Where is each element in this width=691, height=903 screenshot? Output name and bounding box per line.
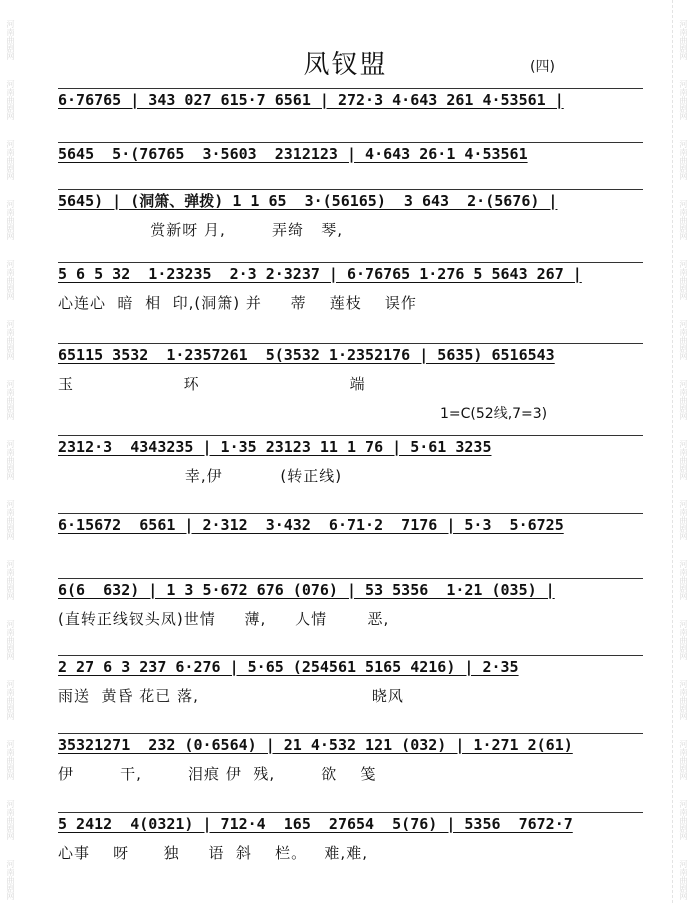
watermark-text: 河南曲剧网 [679,560,688,600]
watermark-text: 河南曲剧网 [679,260,688,300]
notation-line: 6(6 632) | 1 3 5·672 676 (076) | 53 5356 1·21 (035) | [58,578,643,601]
watermark-text: 河南曲剧网 [679,440,688,480]
notation-line: 2 27 6 3 237 6·276 | 5·65 (254561 5165 4216) | 2·35 [58,655,643,678]
part-number: (四) [530,59,555,75]
watermark-text: 河南曲剧网 [6,20,15,60]
notation-line: 2312·3 4343235 | 1·35 23123 11 1 76 | 5·61 3235 [58,435,643,458]
score-title: 凤钗盟 [303,50,388,80]
watermark-text: 河南曲剧网 [679,20,688,60]
watermark-text: 河南曲剧网 [679,800,688,840]
notation-line: 5 6 5 32 1·23235 2·3 2·3237 | 6·76765 1·276 5 5643 267 | [58,262,643,285]
watermark-text: 河南曲剧网 [679,740,688,780]
watermark-text: 河南曲剧网 [6,200,15,240]
notation-line: 5645 5·(76765 3·5603 2312123 | 4·643 26·1 4·53561 [58,142,643,165]
watermark-text: 河南曲剧网 [6,140,15,180]
watermark-text: 河南曲剧网 [6,860,15,900]
lyric-line: 玉 环 端 [58,375,366,393]
lyric-line: 赏新呀 月, 弄绮 琴, [58,221,344,239]
lyric-line: (直转正线钗头凤)世情 薄, 人情 恶, [58,610,390,628]
watermark-text: 河南曲剧网 [6,320,15,360]
lyric-line: 雨送 黄昏 花已 落, 晓风 [58,687,404,705]
watermark-text: 河南曲剧网 [679,380,688,420]
watermark-text: 河南曲剧网 [6,800,15,840]
watermark-text: 河南曲剧网 [679,200,688,240]
watermark-text: 河南曲剧网 [6,80,15,120]
watermark-text: 河南曲剧网 [6,260,15,300]
watermark-right [672,0,691,903]
watermark-text: 河南曲剧网 [6,380,15,420]
watermark-text: 河南曲剧网 [6,440,15,480]
notation-line: 6·76765 | 343 027 615·7 6561 | 272·3 4·643 261 4·53561 | [58,88,643,111]
lyric-line: 幸,伊 (转正线) [58,467,343,485]
watermark-text: 河南曲剧网 [679,80,688,120]
watermark-text: 河南曲剧网 [6,680,15,720]
watermark-text: 河南曲剧网 [679,620,688,660]
notation-line: 6·15672 6561 | 2·312 3·432 6·71·2 7176 | 5·3 5·6725 [58,513,643,536]
watermark-text: 河南曲剧网 [679,680,688,720]
watermark-text: 河南曲剧网 [6,620,15,660]
watermark-text: 河南曲剧网 [679,320,688,360]
notation-line: 65115 3532 1·2357261 5(3532 1·2352176 | 5635) 6516543 [58,343,643,366]
watermark-text: 河南曲剧网 [679,860,688,900]
watermark-text: 河南曲剧网 [6,560,15,600]
key-signature: 1=C(52线,7=3) [440,406,548,422]
watermark-text: 河南曲剧网 [679,140,688,180]
lyric-line: 心连心 暗 相 印,(洞箫) 并 蒂 莲枝 误作 [58,294,417,312]
watermark-left [0,0,18,903]
watermark-text: 河南曲剧网 [679,500,688,540]
lyric-line: 伊 干, 泪痕 伊 残, 欲 笺 [58,765,377,783]
watermark-text: 河南曲剧网 [6,500,15,540]
notation-line: 35321271 232 (0·6564) | 21 4·532 121 (032) | 1·271 2(61) [58,733,643,756]
notation-line: 5645) | (洞箫、弹拨) 1 1 65 3·(56165) 3 643 2·(5676) | [58,189,643,212]
notation-line: 5 2412 4(0321) | 712·4 165 27654 5(76) | 5356 7672·7 [58,812,643,835]
lyric-line: 心事 呀 独 语 斜 栏。 难,难, [58,844,368,862]
watermark-text: 河南曲剧网 [6,740,15,780]
